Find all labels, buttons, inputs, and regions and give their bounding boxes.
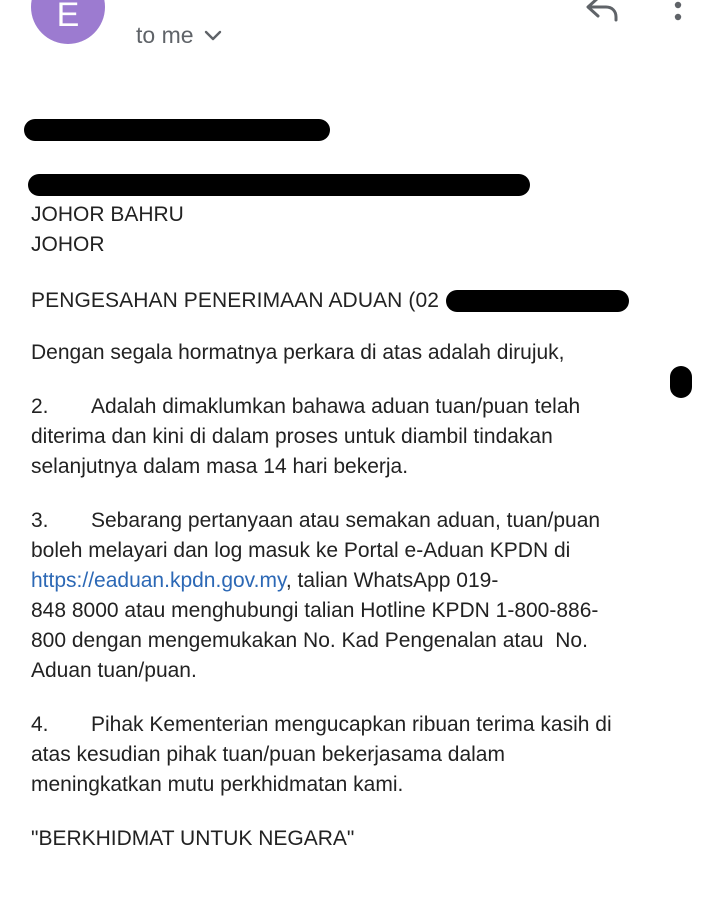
- paragraph-2-line: selanjutnya dalam masa 14 hari bekerja.: [31, 455, 409, 478]
- greeting-text: Dengan segala hormatnya perkara di atas adalah dirujuk,: [31, 341, 565, 364]
- redaction-bar: [24, 119, 330, 141]
- address-line: JOHOR BAHRU: [31, 203, 184, 226]
- paragraph-text: Adalah dimaklumkan bahawa aduan tuan/puan telah: [91, 395, 581, 418]
- motto-text: "BERKHIDMAT UNTUK NEGARA": [31, 827, 355, 850]
- address-line: JOHOR: [31, 233, 105, 256]
- redaction-bar: [28, 174, 530, 196]
- paragraph-4-line: meningkatkan mutu perkhidmatan kami.: [31, 773, 404, 796]
- paragraph-number: 4.: [31, 713, 49, 736]
- more-options-icon[interactable]: [672, 0, 684, 26]
- paragraph-3-line: 800 dengan mengemukakan No. Kad Pengenalan atau No.: [31, 629, 588, 652]
- paragraph-3-line: boleh melayari dan log masuk ke Portal e-Aduan KPDN di: [31, 539, 571, 562]
- paragraph-number: 2.: [31, 395, 49, 418]
- redaction-bar: [446, 290, 629, 312]
- recipient-label: to me: [136, 22, 194, 48]
- redaction-mark: [670, 366, 692, 398]
- paragraph-text: , talian WhatsApp 019-: [285, 569, 499, 592]
- paragraph-4-line: atas kesudian pihak tuan/puan bekerjasama dalam: [31, 743, 505, 766]
- paragraph-3-line: [31, 506, 600, 536]
- paragraph-2-line: diterima dan kini di dalam proses untuk diambil tindakan: [31, 425, 553, 448]
- paragraph-number: 3.: [31, 509, 49, 532]
- paragraph-4-line: [31, 710, 612, 740]
- paragraph-3-line: [31, 566, 498, 596]
- sender-avatar[interactable]: [31, 0, 105, 44]
- paragraph-2-line: [31, 392, 580, 422]
- paragraph-text: Sebarang pertanyaan atau semakan aduan, tuan/puan: [91, 509, 601, 532]
- reply-icon[interactable]: [584, 0, 620, 24]
- paragraph-3-line: 848 8000 atau menghubungi talian Hotline KPDN 1-800-886-: [31, 599, 599, 622]
- eaduan-portal-link[interactable]: https://eaduan.kpdn.gov.my: [31, 569, 286, 592]
- subject-heading: PENGESAHAN PENERIMAAN ADUAN (02: [31, 289, 440, 312]
- chevron-down-icon: [204, 30, 222, 42]
- paragraph-text: Pihak Kementerian mengucapkan ribuan terima kasih di: [91, 713, 612, 736]
- recipient-details-toggle[interactable]: [136, 22, 222, 49]
- avatar-letter: E: [56, 0, 80, 34]
- paragraph-3-line: Aduan tuan/puan.: [31, 659, 197, 682]
